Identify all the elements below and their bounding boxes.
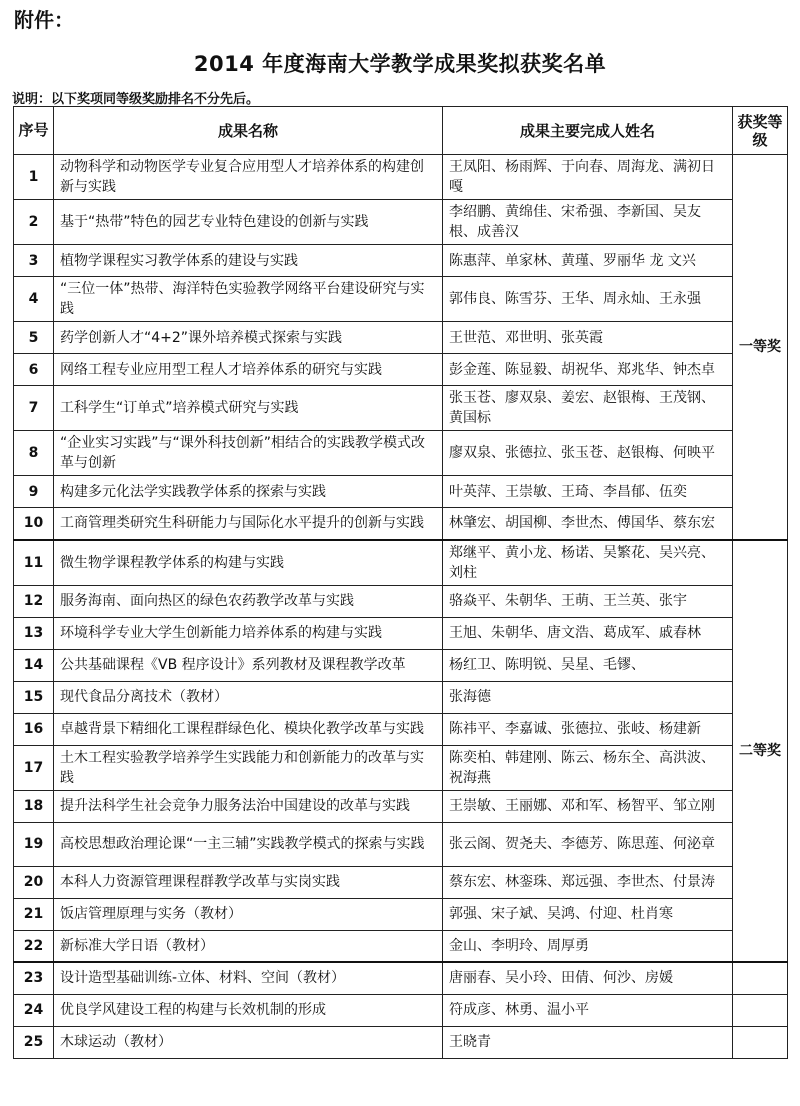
completers-names: 林肇宏、胡国柳、李世杰、傅国华、蔡东宏: [443, 508, 733, 540]
completers-names: 廖双泉、张德拉、张玉苍、赵银梅、何映平: [443, 431, 733, 476]
row-number: 10: [14, 508, 54, 540]
table-row: [14, 386, 788, 431]
completers-names: 叶英萍、王崇敏、王琦、李昌郁、伍奕: [443, 476, 733, 508]
achievement-name: 服务海南、面向热区的绿色农药教学改革与实践: [54, 585, 443, 617]
header-name: 成果名称: [54, 107, 443, 155]
table-row: [14, 649, 788, 681]
completers-names: 张海德: [443, 681, 733, 713]
achievement-name: 木球运动（教材）: [54, 1026, 443, 1058]
award-level-empty: [733, 1026, 788, 1058]
table-row: [14, 431, 788, 476]
achievement-name: 工科学生“订单式”培养模式研究与实践: [54, 386, 443, 431]
row-number: 18: [14, 790, 54, 822]
completers-names: 王凤阳、杨雨辉、于向春、周海龙、满初日嘎: [443, 155, 733, 200]
achievement-name: 公共基础课程《VB 程序设计》系列教材及课程教学改革: [54, 649, 443, 681]
note-text: 说明：以下奖项同等级奖励排名不分先后。: [12, 92, 260, 107]
completers-names: 郭伟良、陈雪芬、王华、周永灿、王永强: [443, 277, 733, 322]
completers-names: 金山、李明玲、周厚勇: [443, 930, 733, 962]
achievement-name: “企业实习实践”与“课外科技创新”相结合的实践教学模式改革与创新: [54, 431, 443, 476]
completers-names: 王旭、朱朝华、唐文浩、葛成军、戚春林: [443, 617, 733, 649]
table-row: [14, 155, 788, 200]
award-table: [13, 106, 788, 1059]
table-row: [14, 617, 788, 649]
achievement-name: 高校思想政治理论课“一主三辅”实践教学模式的探索与实践: [54, 822, 443, 866]
table-row: [14, 713, 788, 745]
row-number: 5: [14, 322, 54, 354]
table-row: [14, 585, 788, 617]
row-number: 8: [14, 431, 54, 476]
achievement-name: 优良学风建设工程的构建与长效机制的形成: [54, 994, 443, 1026]
row-number: 14: [14, 649, 54, 681]
completers-names: 陈奕柏、韩建刚、陈云、杨东全、高洪波、祝海燕: [443, 745, 733, 790]
row-number: 17: [14, 745, 54, 790]
achievement-name: 现代食品分离技术（教材）: [54, 681, 443, 713]
row-number: 9: [14, 476, 54, 508]
award-level-empty: [733, 962, 788, 994]
achievement-name: 饭店管理原理与实务（教材）: [54, 898, 443, 930]
achievement-name: 卓越背景下精细化工课程群绿色化、模块化教学改革与实践: [54, 713, 443, 745]
table-row: [14, 681, 788, 713]
completers-names: 王晓青: [443, 1026, 733, 1058]
row-number: 6: [14, 354, 54, 386]
achievement-name: 基于“热带”特色的园艺专业特色建设的创新与实践: [54, 200, 443, 245]
row-number: 16: [14, 713, 54, 745]
achievement-name: 构建多元化法学实践教学体系的探索与实践: [54, 476, 443, 508]
completers-names: 王世范、邓世明、张英霞: [443, 322, 733, 354]
table-row: [14, 322, 788, 354]
header-level: 获奖等级: [733, 107, 788, 155]
row-number: 3: [14, 245, 54, 277]
row-number: 21: [14, 898, 54, 930]
page-title: 2014 年度海南大学教学成果奖拟获奖名单: [193, 52, 607, 76]
completers-names: 陈祎平、李嘉诚、张德拉、张岐、杨建新: [443, 713, 733, 745]
achievement-name: 本科人力资源管理课程群教学改革与实岗实践: [54, 866, 443, 898]
table-row: [14, 745, 788, 790]
header-no: 序号: [14, 107, 54, 155]
row-number: 7: [14, 386, 54, 431]
row-number: 11: [14, 540, 54, 586]
achievement-name: 植物学课程实习教学体系的建设与实践: [54, 245, 443, 277]
completers-names: 李绍鹏、黄绵佳、宋希强、李新国、吴友根、成善汉: [443, 200, 733, 245]
table-body: [14, 155, 788, 1059]
table-row: [14, 930, 788, 962]
attachment-label: 附件：: [14, 8, 74, 32]
row-number: 25: [14, 1026, 54, 1058]
achievement-name: 网络工程专业应用型工程人才培养体系的研究与实践: [54, 354, 443, 386]
achievement-name: 药学创新人才“4+2”课外培养模式探索与实践: [54, 322, 443, 354]
achievement-name: 动物科学和动物医学专业复合应用型人才培养体系的构建创新与实践: [54, 155, 443, 200]
row-number: 2: [14, 200, 54, 245]
row-number: 4: [14, 277, 54, 322]
achievement-name: 提升法科学生社会竞争力服务法治中国建设的改革与实践: [54, 790, 443, 822]
completers-names: 唐丽春、吴小玲、田倩、何沙、房媛: [443, 962, 733, 994]
table-row: [14, 1026, 788, 1058]
table-row: [14, 508, 788, 540]
header-people: 成果主要完成人姓名: [443, 107, 733, 155]
achievement-name: 土木工程实验教学培养学生实践能力和创新能力的改革与实践: [54, 745, 443, 790]
completers-names: 陈惠萍、单家林、黄瑾、罗丽华 龙 文兴: [443, 245, 733, 277]
table-row: [14, 277, 788, 322]
completers-names: 王崇敏、王丽娜、邓和军、杨智平、邹立刚: [443, 790, 733, 822]
table-row: [14, 200, 788, 245]
table-header-row: [14, 107, 788, 155]
row-number: 19: [14, 822, 54, 866]
table-row: [14, 822, 788, 866]
row-number: 24: [14, 994, 54, 1026]
row-number: 12: [14, 585, 54, 617]
completers-names: 张玉苍、廖双泉、姜宏、赵银梅、王茂钢、黄国标: [443, 386, 733, 431]
achievement-name: 工商管理类研究生科研能力与国际化水平提升的创新与实践: [54, 508, 443, 540]
achievement-name: 环境科学专业大学生创新能力培养体系的构建与实践: [54, 617, 443, 649]
achievement-name: 微生物学课程教学体系的构建与实践: [54, 540, 443, 586]
row-number: 15: [14, 681, 54, 713]
row-number: 20: [14, 866, 54, 898]
table-row: [14, 898, 788, 930]
achievement-name: 设计造型基础训练-立体、材料、空间（教材）: [54, 962, 443, 994]
table-row: [14, 866, 788, 898]
achievement-name: “三位一体”热带、海洋特色实验教学网络平台建设研究与实践: [54, 277, 443, 322]
table-row: [14, 962, 788, 994]
table-row: [14, 790, 788, 822]
completers-names: 郭强、宋子斌、吴鸿、付迎、杜肖寒: [443, 898, 733, 930]
row-number: 23: [14, 962, 54, 994]
achievement-name: 新标准大学日语（教材）: [54, 930, 443, 962]
completers-names: 骆焱平、朱朝华、王萌、王兰英、张宇: [443, 585, 733, 617]
completers-names: 蔡东宏、林銮珠、郑远强、李世杰、付景涛: [443, 866, 733, 898]
table-row: [14, 245, 788, 277]
completers-names: 彭金莲、陈显毅、胡祝华、郑兆华、钟杰卓: [443, 354, 733, 386]
table-row: [14, 540, 788, 586]
award-level-1: 一等奖: [733, 155, 788, 540]
table-row: [14, 354, 788, 386]
completers-names: 符成彦、林勇、温小平: [443, 994, 733, 1026]
table-row: [14, 994, 788, 1026]
completers-names: 杨红卫、陈明锐、吴星、毛镠、: [443, 649, 733, 681]
row-number: 22: [14, 930, 54, 962]
row-number: 13: [14, 617, 54, 649]
table-row: [14, 476, 788, 508]
completers-names: 张云阁、贺尧夫、李德芳、陈思莲、何泌章: [443, 822, 733, 866]
award-level-2: 二等奖: [733, 540, 788, 963]
completers-names: 郑继平、黄小龙、杨诺、吴繁花、吴兴亮、刘柱: [443, 540, 733, 586]
row-number: 1: [14, 155, 54, 200]
award-level-empty: [733, 994, 788, 1026]
